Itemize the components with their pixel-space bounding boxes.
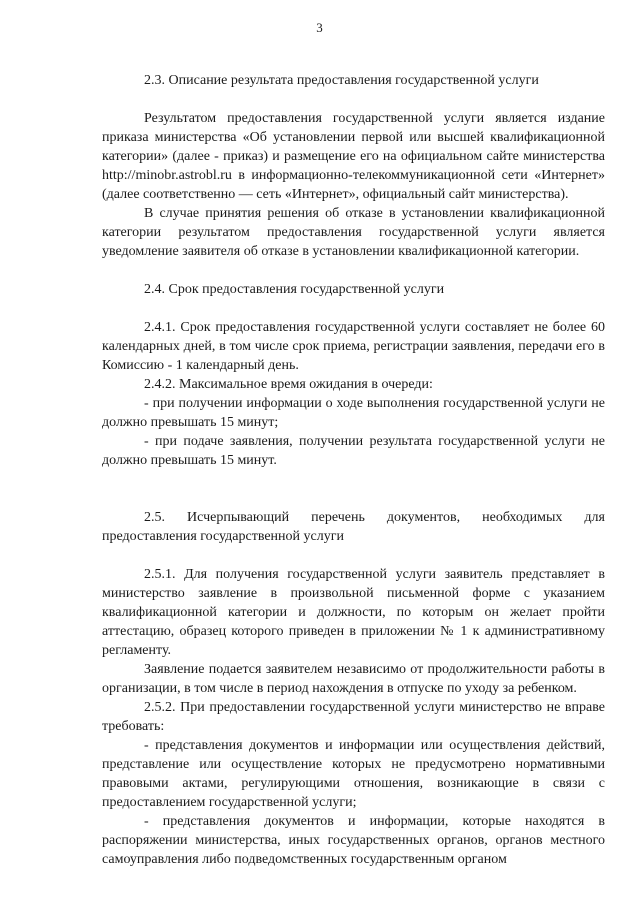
page-number: 3 <box>316 20 323 35</box>
paragraph: 2.5.2. При предоставлении государственной услуги министерство не вправе требовать: <box>102 700 605 734</box>
section-heading-2-3: 2.3. Описание результата предоставления государственной услуги <box>144 73 539 88</box>
paragraph: - при подаче заявления, получении результата государственной услуги не должно превышать 15 минут. <box>102 434 605 468</box>
section-heading-2-5: 2.5. Исчерпывающий перечень документов, необходимых для предоставления государственной услуги <box>102 510 605 544</box>
paragraph: В случае принятия решения об отказе в установлении квалификационной категории результатом предоставления государственной услуги является уведомление заявителя об отказе в установлении квалификационной категории. <box>102 206 605 259</box>
paragraph: 2.5.1. Для получения государственной услуги заявитель представляет в министерство заявление в произвольной письменной форме с указанием квалификационной категории и должности, по которым он желает пройти аттестацию, образец которого приведен в приложении № 1 к административному регламенту. <box>102 567 605 658</box>
section-heading-2-4: 2.4. Срок предоставления государственной услуги <box>144 282 445 297</box>
paragraph: - представления документов и информации или осуществления действий, представление или осуществление которых не предусмотрено нормативными правовыми актами, регулирующими отношения, возникающие в связи с предоставлением государственной услуги; <box>102 738 605 810</box>
paragraph: 2.4.1. Срок предоставления государственной услуги составляет не более 60 календарных дней, в том числе срок приема, регистрации заявления, передачи его в Комиссию - 1 календарный день. <box>102 320 605 373</box>
paragraph: - при получении информации о ходе выполнения государственной услуги не должно превышать 15 минут; <box>102 396 605 430</box>
paragraph: Результатом предоставления государственной услуги является издание приказа министерства «Об установлении первой или высшей квалификационной категории» (далее - приказ) и размещение его на официальном сайте министерства http://minobr.astrobl.ru в информационно-телекоммуникационной сети «Интернет» (далее соответственно — сеть «Интернет», официальный сайт министерства). <box>102 111 605 202</box>
paragraph: Заявление подается заявителем независимо от продолжительности работы в организации, в том числе в период нахождения в отпуске по уходу за ребенком. <box>102 662 605 696</box>
paragraph: 2.4.2. Максимальное время ожидания в очереди: <box>144 377 433 392</box>
paragraph: - представления документов и информации, которые находятся в распоряжении министерства, иных государственных органов, органов местного самоуправления либо подведомственных государственным органом <box>102 814 605 867</box>
document-body <box>102 71 605 869</box>
